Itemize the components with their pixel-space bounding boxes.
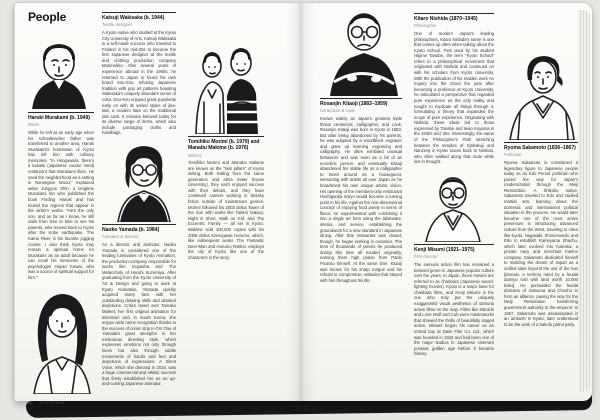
entry-bio-rosanjin: Known widely as Japan's greatest triple threat ceramicist, calligrapher, and cook, Rosanjin Kitaoji was born in Kyoto in 1883. But after being abandoned by his parents, he was adopted by a woodblock engraver and grew up learning engraving and calligraphy. He often exhibited unusual behaviors and was seen as a bit of an eccentric person, and eventually Kitaoji abandoned his stable life as a calligrapher to travel around as a houseguest, interacting with artists all over Japan as he broadened his own unique artistic vision. His opening of the members-only restaurant Hoshigaoka Saryo would become a turning point in his life. Against the one-dimensional concept of enjoying food purely in terms of flavor, he experimented with combining it into a single art form using the tableware, interior, and service, establishing the groundwork for a new standard in Japanese dining. After that restaurant was closed, though, he began working in ceramics. The tens of thousands of pieces he produced during this time all exuded originality, earning them high praise from Pablo Picasso himself. At the same time, Kitaoji was known for his sharp tongue and his refusal to compromise, attitudes that stayed with him throughout his life.: [320, 116, 402, 283]
portrait-naoko-yamada: [114, 140, 174, 222]
entry-bio-nishida: One of modern Japan's leading philosophers, Kitaro Nishida's name is one that comes up often when talking about the Kyoto School. First used by his student Hajime Tanabe, the term "Kyoto School" refers to a philosophical movement that originated with Nishida and continued on with his scholars from Kyoto University. With the publication of his maiden work An Inquiry into the Good the year after becoming a professor at Kyoto University, he articulated a perspective that regarded pure experience as the only reality and sought to explicate all things through it, formulating a theory that expanded the scope of pure experience. Originating with Nishida, these ideas led to those expressed by Tanabe and Iwao Koyama in the 1930s and '40s. Interestingly, the name of the Philosopher's Path stretching between the temples of Ginkakuji and Nanzenji in Kyoto traces back to Nishida, who often walked along that route while lost in thought.: [414, 31, 494, 165]
entry-name: Haruki Murakami (b. 1949): [28, 115, 90, 121]
portrait-rosanjin-kitaoji: [322, 6, 402, 96]
entry-role: Textile designer: [102, 22, 133, 28]
entry-name: Naoko Yamada (b. 1984): [102, 227, 160, 233]
portrait-ryoma-sakamoto: [506, 50, 576, 140]
entry-heading-murakami: [28, 112, 94, 127]
page-number: 30: [28, 400, 33, 405]
entry-bio-sakamoto: Ryoma Sakamoto is considered a legendary figure to Japanese people today as an Edo Period politician who paved the way for Japan's modernization through the Meiji Restoration. A Shikoku native, Sakamoto traveled to Edo and studied martial arts, learning about the domestic and international political situation in the process. He would later become one of the most active presences in introducing advanced culture from the West, traveling to cities like Kyoto, Nagasaki, Shimonoseki, and Edo to establish Kameyama Shachu, which later evolved into Kaientai, a private navy and merchant marine company. Sakamoto dedicated himself to realizing the dream of Japan as a unified state beyond the unit of the han [domain, a territory ruled by a feudal daimyo lord with land worth 10,000 koku]. He persuaded the feudal domains of Satsuma and Choshu to form an alliance, paving the way for the Meiji Restoration transferring government authority to the emperor. In 1867, Sakamoto was assassinated in an ambush in Kyoto, later understood to be the work of a bakufu patrol party.: [504, 160, 578, 327]
portrait-morimi-makime: [190, 42, 262, 134]
entry-heading-nishida: [414, 13, 494, 28]
entry-role: Writer: [28, 122, 40, 128]
entry-heading-wakisaka: [102, 12, 176, 27]
entry-role: Philosopher: [414, 23, 437, 29]
entry-role: Film director: [414, 254, 438, 260]
page-title: People: [28, 10, 67, 24]
entry-name: Katsuji Wakisaka (b. 1944): [102, 15, 165, 21]
entry-bio-murakami: While he left at an early age when his schoolteacher father was transferred to another area, Haruki Murakami's hometown of Kyoto has left him with culinary memories. "In Hirogawara, there's a kaiseki (Japanese course meal) restaurant that Murakami likes. He used the neighborhood as a setting in Norwegian Wood," explained writer Jungyun Shin, a longtime Murakami fan who published the book Finding Haruki and has toured the regions that appear in the writer's works. "He's the only son, and as far as I know, he still visits from time to time to see his parents, who moved back to Kyoto after the Kobe earthquake. The Kamo River is his favorite jogging course. I also think Kyoto may remain a spiritual home for Murakami as an adult because he can recall his memories of the psychologist Hayao Kawai, who was a source of spiritual support for him.": [28, 130, 94, 281]
entry-bio-misumi: The samurai action film has remained a beloved genre in Japanese popular culture over the years. In Japan, these movies are referred to as chanbara (Japanese sword-fighting movies). Kyoto is a major base for chanbara films, and Kenji Misumi is the one who truly put the uniquely exaggerated visual aesthetics of samurai action films on the map. Films like Zatoichi and Lone Wolf and Cub were masterworks that showed the thrills of beautifully staged action. Misumi began his career as an errand boy at Daiei Film Co. Ltd., which was founded in 1942 and had been one of the major studios in Japanese cinema's postwar golden age before it became history.: [414, 262, 494, 357]
entry-bio-wakisaka: A Kyoto native who studied at the Kyoto City University of Arts, Katsuji Wakisaka is a self-made success who traveled to Finland in his mid-20s to become the first Japanese designer at the textile and clothing production company Marimekko. After several years of experience abroad in the 1960s, he returned to Japan to found his own brand Sou-Sou. Infusing Japanese tradition with pop art patterns boasting Wakisaka's uniquely abundant sense of color, Sou-Sou enjoyed great popularity early on with its varied styles of jika-tabi, a modern take on the traditional tabi sock. It remains beloved today for its diverse range of items, which also include packaging cloths and handbags.: [102, 30, 176, 136]
page-footer: [28, 400, 65, 405]
entry-name: Kenji Misumi (1921–1975): [414, 247, 475, 253]
entry-role: Politician: [504, 152, 522, 158]
entry-heading-rosanjin: [320, 98, 402, 113]
entry-heading-yamada: [102, 224, 176, 239]
entry-heading-sakamoto: [504, 142, 578, 157]
entry-role: Animator & director: [102, 234, 139, 240]
entry-name: Kitaro Nishida (1870–1945): [414, 16, 478, 22]
section-label: OVERVIEW: [39, 400, 66, 405]
page-edge-stack: [578, 10, 590, 392]
entry-role: Ceramicist & cook: [320, 108, 355, 114]
portrait-long-haired-woman: [26, 288, 98, 394]
entry-role: Writers: [188, 152, 202, 158]
entry-heading-morimi-makime: [188, 136, 264, 158]
entry-name: Tomihiko Morimi (b. 1979) and Manabu Makime (b. 1976): [188, 139, 260, 152]
portrait-kenji-misumi: [418, 170, 488, 242]
entry-bio-morimi-makime: Tomihiko Morimi and Manabu Makime are known as the "twin pillars" of Kyoto writing. Both hailing from the same generation and alma mater (Kyoto University), they each enjoyed success with their debuts, and they have continued careers working in fantasy fiction outside of mainstream genres. Morimi followed his 2003 debut Tower of the Sun with works like Tatami Galaxy; Night is Short, Walk on Girl; and The Eccentric Family — all set in Kyoto. Makime sold 100,000 copies with his 2006 debut Kamogawa Horumo, which, like subsequent works The Fantastic Deer-Man and Horumo Rokkei, employs the city of Kyoto like one of the characters in the story.: [188, 160, 264, 260]
entry-name: Ryoma Sakamoto (1836–1867): [504, 145, 576, 151]
portrait-haruki-murakami: [28, 36, 90, 110]
entry-heading-misumi: [414, 244, 494, 259]
entry-name: Rosanjin Kitaoji (1883–1959): [320, 101, 388, 107]
entry-bio-yamada: As a director and animator, Naoko Yamada is considered one of the leading luminaries of Kyoto Animation, the production company responsible for works like Inuyasha and The Melancholy of Haruhi Suzumiya. After graduating from the Kyoto University of Art & Design and going to work at Kyoto Animation, Yamada quickly acquired many fans with her outstanding drawing skills and detailed depictions. Critics raved over Tamako Market, her first original animation for television and, in South Korea, she enjoys wide name recognition thanks to the success of comic strip K-On! One of Yamada's great strengths is her meticulous directing style, which expresses emotions not only through faces but also through subtle movements of hands and feet and depictions of expressions. A Silent Voice, which she directed in 2016, was a huge commercial and artistic success that firmly established her as an up-and-coming Japanese animator.: [102, 242, 176, 387]
